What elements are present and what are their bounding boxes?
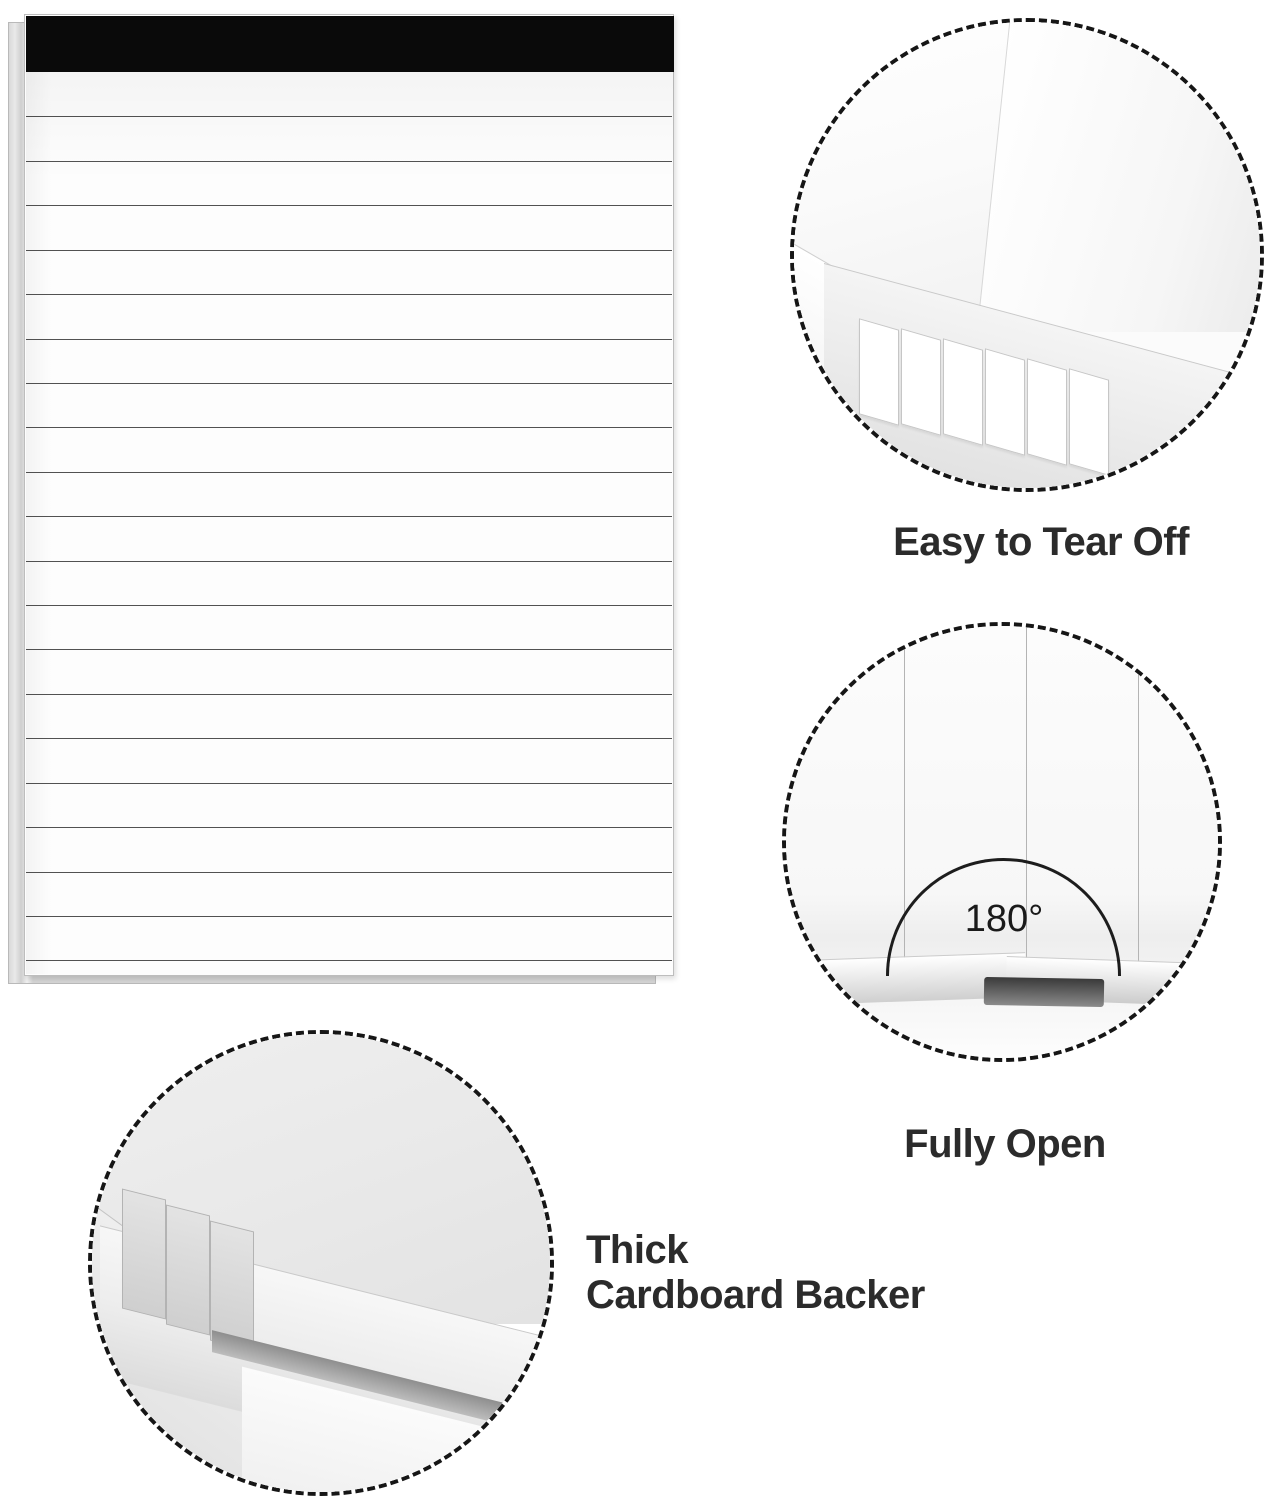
notepad-rule-line: [26, 116, 672, 117]
notepad-rule-line: [26, 516, 672, 517]
callout-fully-open: [782, 622, 1222, 1062]
notepad-rule-line: [26, 605, 672, 606]
notepad-spine: [984, 977, 1104, 1007]
notepad-rule-line: [26, 294, 672, 295]
angle-value-label: 180°: [964, 898, 1044, 940]
tear-strip: [901, 328, 941, 435]
tear-strip: [1069, 368, 1109, 475]
cardboard-layer: [122, 1189, 166, 1320]
notepad-rule-line: [26, 427, 672, 428]
tear-strip: [1027, 358, 1067, 465]
callout-label-thick-cardboard-backer: [586, 1228, 1066, 1318]
notepad-rule-line: [26, 250, 672, 251]
notepad-rule-line: [26, 339, 672, 340]
notepad-rule-line: [26, 783, 672, 784]
cardboard-layer: [166, 1205, 210, 1336]
callout-label-fully-open: Fully Open: [904, 1122, 1106, 1166]
notepad-product-figure: [8, 14, 680, 990]
callout-label-line-2: Cardboard Backer: [586, 1272, 925, 1317]
notepad-rule-lines: [26, 72, 672, 974]
page-crease-right: [1138, 634, 1139, 970]
notepad-rule-line: [26, 872, 672, 873]
notepad-header-band: [26, 16, 674, 72]
notepad-rule-line: [26, 960, 672, 961]
notepad-rule-line: [26, 161, 672, 162]
notepad-rule-line: [26, 472, 672, 473]
notepad-rule-line: [26, 383, 672, 384]
cardboard-photo: [92, 1034, 550, 1492]
callout-thick-cardboard-backer: [88, 1030, 554, 1496]
callout-easy-to-tear-off: [790, 18, 1264, 492]
tear-off-sheet-strips: [849, 272, 1264, 492]
notepad-rule-line: [26, 205, 672, 206]
callout-label-line-1: Thick: [586, 1228, 688, 1272]
tear-strip: [943, 338, 983, 445]
tear-strip: [985, 348, 1025, 455]
callout-label-easy-to-tear-off: Easy to Tear Off: [893, 520, 1189, 564]
fully-open-photo: [786, 626, 1218, 1058]
tear-strip: [859, 318, 899, 425]
notepad-rule-line: [26, 827, 672, 828]
notepad-top-sheet: [24, 14, 674, 976]
notepad-rule-line: [26, 738, 672, 739]
notepad-rule-line: [26, 916, 672, 917]
notepad-rule-line: [26, 649, 672, 650]
notepad-rule-line: [26, 694, 672, 695]
notepad-rule-line: [26, 561, 672, 562]
tear-off-photo: [794, 22, 1260, 488]
